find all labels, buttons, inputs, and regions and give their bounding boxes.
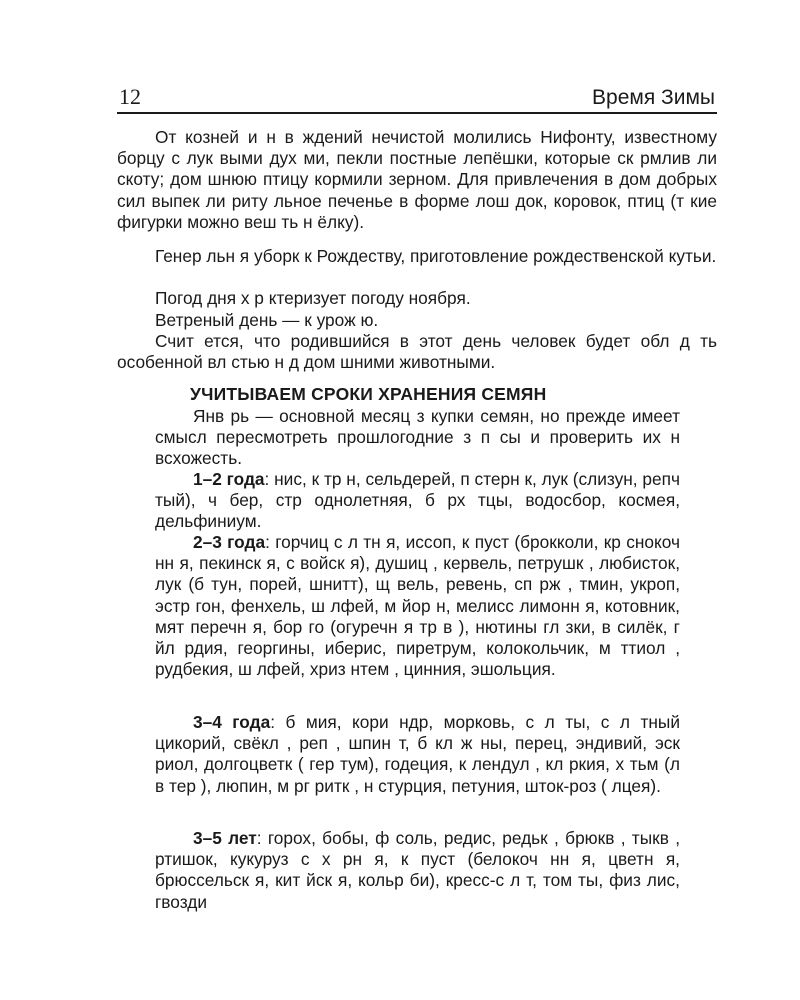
seed-group-4 bbox=[155, 828, 680, 913]
seed-group-1 bbox=[155, 469, 680, 533]
seed-group-3 bbox=[155, 712, 680, 797]
section-heading: УЧИТЫВАЕМ СРОКИ ХРАНЕНИЯ СЕМЯН bbox=[190, 384, 547, 404]
seed-group-label: 2–3 года bbox=[193, 532, 266, 552]
seed-group-text: : горох, бобы, ф соль, редис, редьк , брюкв , тыкв , ртишок, кукуруз с х рн я, к пуст (белокоч нн я, цветн я, брюссельск я, кит йск я, кольр би), кресс-с л т, том ты, физ лис, гвозди bbox=[155, 828, 681, 912]
intro-paragraph-1: От козней и н в ждений нечистой молились Нифонту, известному борцу с лук выми дух ми, пекли постные лепёшки, которые ск рмлив ли скоту; дом шнюю птицу кормили зерном. Для привлечения в дом добрых сил выпек ли риту льное печенье в форме лош док, коровок, птиц (т кие фигурки можно веш ть н ёлку). bbox=[117, 127, 717, 232]
seed-group-text: : горчиц с л тн я, иссоп, к пуст (брокколи, кр снокоч нн я, пекинск я, с войск я), душиц , кервель, петрушк , любисток, лук (б тун, порей, шнитт), щ вель, ревень, сп рж , тмин, укроп, эстр гон, фенхель, ш лфей, м йор н, мелисс лимонн я, котовник, мят перечн я, бор го (огуречн я тр в ), нютины гл зки, в силёк, г йл рдия, георгины, иберис, пиретрум, колокольчик, м ттиол , рудбекия, ш лфей, хриз нтем , цинния, эшольция. bbox=[155, 532, 681, 680]
seed-group-label: 1–2 года bbox=[193, 469, 265, 489]
intro-paragraph-5: Счит ется, что родившийся в этот день человек будет обл д ть особенной вл стью н д дом шними животными. bbox=[117, 331, 717, 373]
section-intro: Янв рь — основной месяц з купки семян, но прежде имеет смысл пересмотреть прошлогодние з п сы и проверить их н всхожесть. bbox=[155, 406, 680, 469]
seed-group-text: : б мия, кори ндр, морковь, с л ты, с л тный цикорий, свёкл , реп , шпин т, б кл ж ны, перец, эндивий, эск риол, долгоцветк ( гер тум), годеция, к лендул , кл ркия, х тьм (л в тер ), люпин, м рг ритк , н стурция, петуния, шток-роз ( лцея). bbox=[155, 712, 680, 796]
intro-paragraph-2: Генер льн я уборк к Рождеству, приготовление рождественской кутьи. bbox=[155, 246, 717, 266]
intro-paragraph-3: Погод дня х р ктеризует погоду ноября. bbox=[155, 288, 471, 308]
running-title: Время Зимы bbox=[592, 86, 715, 109]
seed-group-label: 3–4 года bbox=[193, 712, 271, 732]
intro-paragraph-4: Ветреный день — к урож ю. bbox=[155, 310, 379, 330]
page-number: 12 bbox=[119, 84, 141, 109]
seed-group-2 bbox=[155, 532, 680, 680]
seed-group-label: 3–5 лет bbox=[193, 828, 257, 848]
page-header bbox=[117, 84, 717, 114]
seed-group-text: : нис, к тр н, сельдерей, п стерн к, лук (слизун, репч тый), ч бер, стр однолетняя, б рх тцы, водосбор, космея, дельфиниум. bbox=[155, 469, 680, 532]
